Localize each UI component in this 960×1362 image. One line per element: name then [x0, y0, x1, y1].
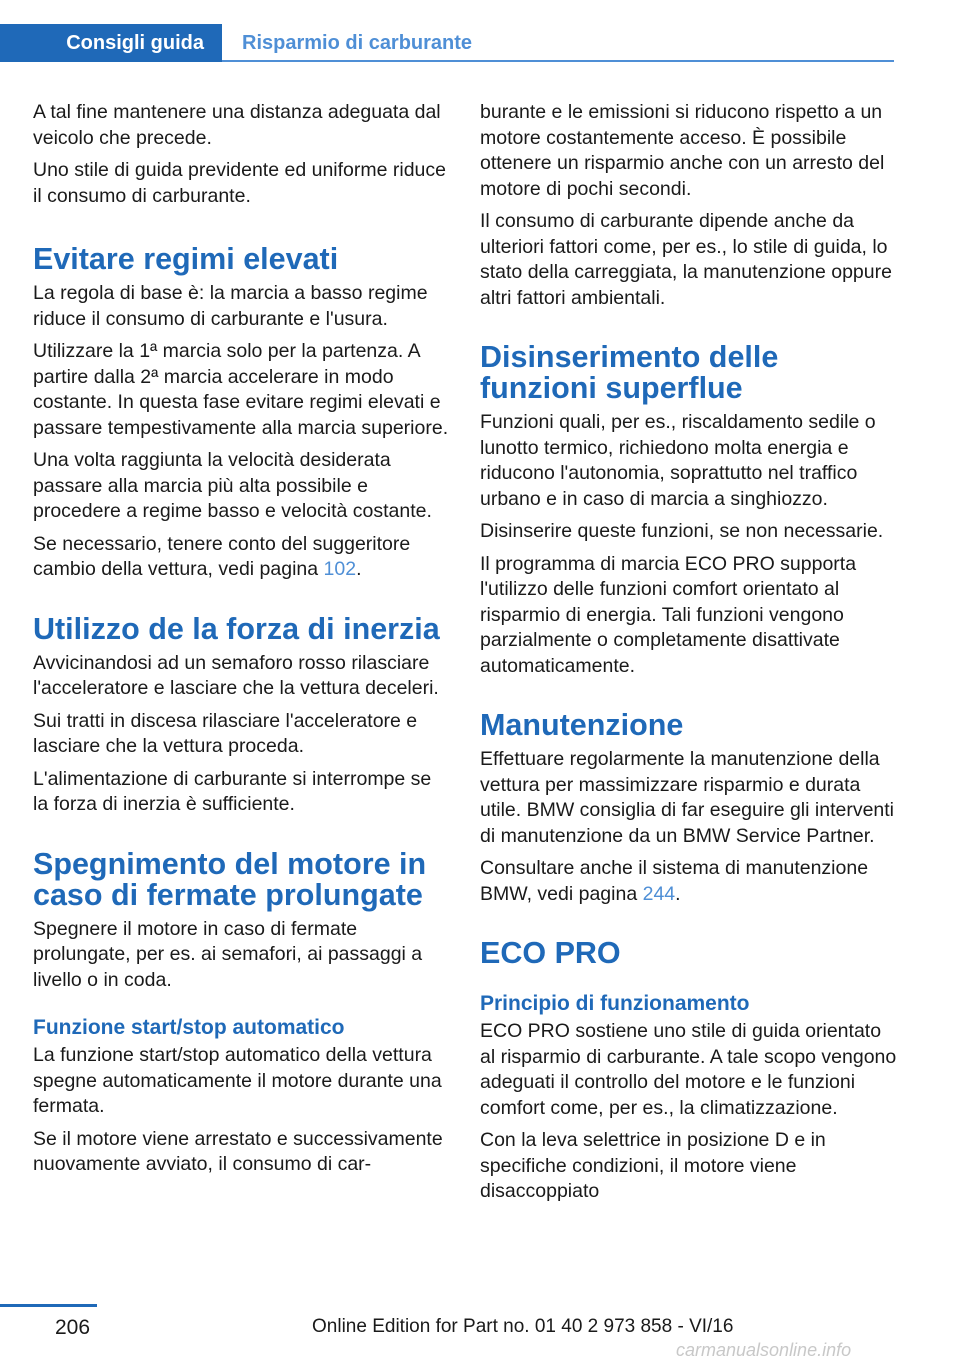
subheading-principio: Principio di funzionamento: [480, 992, 750, 1015]
footer-divider: [0, 1304, 97, 1307]
text: Se necessario, tenere conto del suggeritore cambio della vettura, vedi pagina: [33, 532, 411, 580]
heading-evitare-regimi: Evitare regimi elevati: [33, 242, 339, 276]
heading-forza-inerzia: Utilizzo de la forza di inerzia: [33, 611, 440, 646]
right-column: [480, 100, 898, 1212]
paragraph: Disinserire queste funzioni, se non necessarie.: [480, 520, 884, 542]
text: Consultare anche il sistema di manutenzione BMW, vedi pagina: [480, 857, 869, 905]
paragraph: Spegnere il motore in caso di fermate prolungate, per es. ai semafori, ai passaggi a livello o in coda.: [33, 917, 423, 991]
subsection-tab-label: Risparmio di carburante: [242, 31, 473, 54]
paragraph: Uno stile di guida previdente ed uniforme riduce il consumo di carburante.: [33, 159, 446, 207]
paragraph: La funzione start/stop automatico della vettura spegne automaticamente il motore durante una fermata.: [33, 1044, 442, 1117]
paragraph: burante e le emissioni si riducono rispetto a un motore costantemente acceso. È possibile ottenere un risparmio anche con un arresto del motore di pochi secondi.: [480, 101, 885, 200]
paragraph: Con la leva selettrice in posizione D e in specifiche condizioni, il motore viene disaccoppiato: [480, 1129, 826, 1202]
paragraph: Funzioni quali, per es., riscaldamento sedile o lunotto termico, richiedono molta energia e riducono l'autonomia, soprattutto nel traffico urbano e in caso di marcia a singhiozzo.: [480, 411, 876, 510]
page-link-102[interactable]: 102: [323, 558, 357, 580]
heading-spegnimento-motore: Spegnimento del motore in caso di fermate prolungate: [33, 846, 427, 912]
heading-disinserimento: Disinserimento delle funzioni superflue: [480, 340, 779, 405]
paragraph: Avvicinandosi ad un semaforo rosso rilasciare l'acceleratore e lasciare che la vettura deceleri.: [33, 651, 439, 699]
paragraph: Sui tratti in discesa rilasciare l'acceleratore e lasciare che la vettura proceda.: [33, 709, 418, 757]
paragraph: Se il motore viene arrestato e successivamente nuovamente avviato, il consumo di car-: [33, 1127, 443, 1175]
paragraph: La regola di base è: la marcia a basso regime riduce il consumo di carburante e l'usura.: [33, 282, 428, 330]
left-column: [33, 100, 451, 1185]
subsection-tab[interactable]: [242, 24, 472, 62]
header-divider: [222, 60, 894, 62]
paragraph: Effettuare regolarmente la manutenzione della vettura per massimizzare risparmio e durata utile. BMW consiglia di far eseguire gli interventi di manutenzione da un BMW Service Partner.: [480, 748, 895, 847]
paragraph: Utilizzare la 1ª marcia solo per la partenza. A partire dalla 2ª marcia accelerare in modo costante. In questa fase evitare regimi elevati e passare tempestivamente alla marcia superiore.: [33, 340, 449, 439]
paragraph-with-link: [33, 532, 451, 583]
text: .: [675, 882, 681, 905]
paragraph: Il programma di marcia ECO PRO supporta l'utilizzo delle funzioni comfort orientato al risparmio di energia. Tali funzioni vengono parzialmente o completamente disattivate automaticamente.: [480, 552, 857, 677]
paragraph: Il consumo di carburante dipende anche da ulteriori fattori come, per es., lo stile di guida, lo stato della carreggiata, la manutenzione oppure altri fattori ambientali.: [480, 210, 892, 309]
section-tab[interactable]: [0, 24, 222, 62]
paragraph: L'alimentazione di carburante si interrompe se la forza di inerzia è sufficiente.: [33, 767, 432, 815]
page-header: [0, 0, 960, 62]
paragraph: Una volta raggiunta la velocità desiderata passare alla marcia più alta possibile e procedere a regime basso e velocità costante.: [33, 449, 432, 522]
subheading-start-stop: Funzione start/stop automatico: [33, 1016, 345, 1039]
page-number: 206: [55, 1316, 91, 1339]
watermark: carmanualsonline.info: [676, 1340, 852, 1360]
paragraph: A tal fine mantenere una distanza adeguata dal veicolo che precede.: [33, 101, 441, 149]
heading-manutenzione: Manutenzione: [480, 708, 684, 742]
text: .: [356, 558, 362, 580]
heading-eco-pro: ECO PRO: [480, 936, 621, 970]
edition-note: Online Edition for Part no. 01 40 2 973 858 - VI/16: [312, 1316, 734, 1337]
paragraph: ECO PRO sostiene uno stile di guida orientato al risparmio di carburante. A tale scopo vengono adeguati il controllo del motore e le funzioni comfort come, per es., la climatizzazione.: [480, 1020, 897, 1119]
page-link-244[interactable]: 244: [642, 882, 676, 905]
paragraph-with-link: [480, 856, 898, 907]
section-tab-label: Consigli guida: [66, 31, 204, 54]
